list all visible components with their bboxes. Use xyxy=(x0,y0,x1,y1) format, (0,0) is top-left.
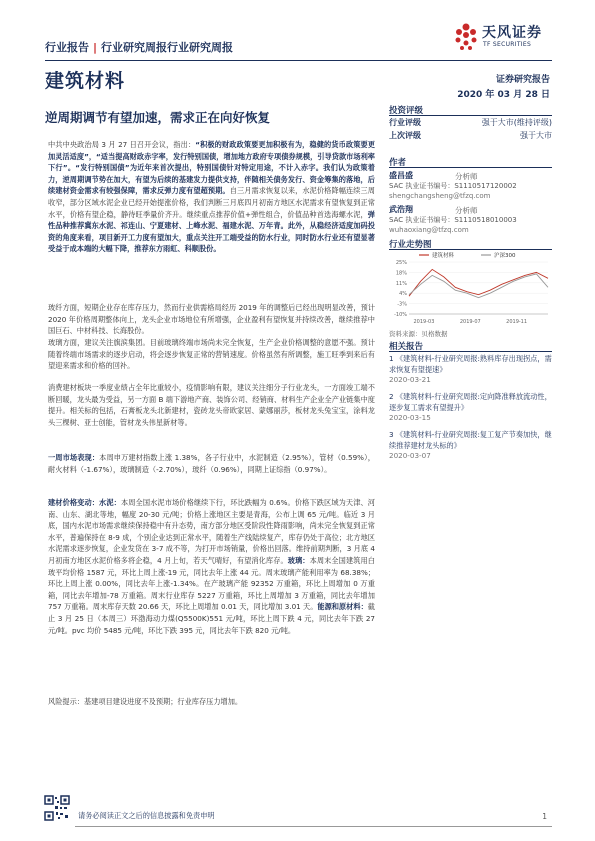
analyst-name: 武浩翔 xyxy=(389,205,413,214)
related-report-item[interactable] xyxy=(389,430,552,462)
risk-warning: 风险提示：基建项目建设进度不及预期；行业库存压力增加。 xyxy=(48,697,243,706)
price-change-label: 建材价格变动：水泥： xyxy=(48,498,121,507)
cement-text: 本周全国水泥市场价格继续下行，环比跌幅为 0.6%。价格下跌区域为天津、河南、山东、湖北等地，幅度 20-30 元/吨；价格上涨地区主要是青海，公布上调 65 元/吨。临近 3 月底，国内水泥市场需求继续保持稳中有升态势，南方部分地区受阶段性降雨影响，尚未完全恢复到正常水平，普遍保持在 8-9 成，个别企业达到正常水平，随着生产线陆续复产，库存仍处于高位；北方地区水泥需求逐步恢复，企业发货在 3-7 成不等，为打开市场销量，价格出回落。维持前期判断，3 月底 4 月初南方地区水泥价格多将企稳，4 月上旬，若天气晴好，有望消化库存。 xyxy=(48,498,375,565)
header-divider xyxy=(45,60,552,61)
industry-rating-value: 强于大市(维持评级) xyxy=(481,118,552,127)
related-report-date: 2020-03-21 xyxy=(389,375,431,384)
y-tick-label: 18% xyxy=(395,270,407,277)
related-report-title[interactable]: 3 《建筑材料-行业研究周报:复工复产节奏加快，继续推荐建材龙头标的》 xyxy=(389,430,552,450)
page-number: 1 xyxy=(542,812,547,821)
x-tick-label: 2019-11 xyxy=(506,319,528,325)
chart-source: 资料来源：贝格数据 xyxy=(389,330,448,338)
y-tick-label: 4% xyxy=(399,291,407,298)
y-tick-label: -3% xyxy=(397,301,407,308)
y-tick-label: 11% xyxy=(395,280,407,287)
prev-rating-label: 上次评级 xyxy=(389,131,421,140)
series-line-1 xyxy=(409,274,548,298)
x-tick-label: 2019-07 xyxy=(459,319,481,325)
analyst-email[interactable]: shengchangsheng@tfzq.com xyxy=(389,192,491,200)
analyst-cert: SAC 执业证书编号：S1110518010003 xyxy=(389,216,517,224)
related-report-title[interactable]: 2 《建筑材料-行业研究周报:定向降准释放流动性，逐步复工需求有望提升》 xyxy=(389,392,552,412)
market-performance-label: 一周市场表现： xyxy=(48,453,100,462)
footer-divider xyxy=(75,826,552,827)
glass-text: 本周末全国建筑用白玻平均价格 1587 元，环比上周上涨-19 元，同比去年上涨 44 元。周末玻璃产能利用率为 68.38%；环比上周上涨 0.00%，同比去年上涨-1.34%。在产玻璃产能 92352 万重箱，环比上周增加 0 万重箱，同比去年增加-78 万重箱。周末行业库存 5227 万重箱，环比上周增加 3 万重箱，同比去年增加 757 万重箱。周末库存天数 20.66 天，环比上周增加 0.01 天，同比增加 3.01 天。 xyxy=(48,555,375,612)
sidebar-divider xyxy=(389,115,552,116)
para1-bold: “积极的财政政策要更加积极有为，稳健的货币政策要更加灵活适度”，“适当提高财政赤字率，发行特别国债，增加地方政府专项债券规模，引导贷款市场利率下行”。“发行特别国债”为近年来首次提出，特别国债针对特定用途，不计入赤字。我们认为政策着力，逆周期调节势在加大，有望为后续的基建发力提供支持，伴随相关债务发行、资金筹集的落地，后续建材资金需求有较强保障，需求反弹力度有望超预期。 xyxy=(48,140,375,196)
related-report-date: 2020-03-07 xyxy=(389,451,431,460)
x-tick-label: 2019-03 xyxy=(413,319,435,325)
logo-text-en: TF SECURITIES xyxy=(483,41,532,48)
breadcrumb: 行业报告 | 行业研究周报行业研究周报 xyxy=(45,41,234,54)
para1-body: 自三月需求恢复以来，水泥价格降幅连续三周收窄，部分区域水泥企业已经开始提涨价格，我们判断三月底四月初南方地区水泥需求有望恢复到正常水平，价格有望企稳，静待旺季量价齐升。继续重点推荐价值+弹性组合，价值品种首选海螺水泥， xyxy=(48,186,375,219)
qr-code-icon xyxy=(44,795,70,821)
related-report-date: 2020-03-15 xyxy=(389,413,431,422)
summary-paragraph xyxy=(48,139,375,255)
market-performance-text: 本周申万建材指数上涨 1.38%，各子行业中，水泥制造（2.95%），管材（0.59%），耐火材料（-1.67%），玻璃制造（-2.70%），玻纤（0.96%），同期上证综指（0.97%）。 xyxy=(48,453,375,474)
energy-text: 截止 3 月 25 日（本周三）环渤海动力煤(Q5500K)551 元/吨，环比上周下跌 4 元，同比去年下跌 27 元/吨。pvc 均价 5485 元/吨，环比下跌 395 元，同比去年下跌 820 元/吨。 xyxy=(48,602,375,635)
legend-label: 沪深300 xyxy=(494,253,516,259)
page-title: 建筑材料 xyxy=(45,70,126,92)
legend-label: 建筑材料 xyxy=(432,253,455,259)
y-tick-label: 25% xyxy=(395,260,407,266)
industry-trend-chart xyxy=(389,250,552,326)
market-performance-paragraph xyxy=(48,452,375,475)
industry-rating-label: 行业评级 xyxy=(389,118,421,127)
related-report-title[interactable]: 1 《建筑材料-行业研究周报:熟料库存出现拐点，需求恢复有望提速》 xyxy=(389,354,552,374)
rating-title: 投资评级 xyxy=(389,106,424,116)
analyst-card xyxy=(389,205,552,235)
para1-recommend: 弹性品种推荐冀东水泥、祁连山、宁夏建材、上峰水泥、福建水泥、万年青。此外，从稳经济适度加码投资的角度来看，项目新开工力度有望加大，重点关注开工端受益的防水行业，同时防水行业还有望显著受益于成本端的大幅下降，推荐东方雨虹、科顺股份。 xyxy=(48,209,375,254)
report-date: 2020 年 03 月 28 日 xyxy=(457,90,550,100)
trend-chart-svg xyxy=(389,250,552,326)
footer-disclaimer[interactable]: 请务必阅读正文之后的信息披露和免责申明 xyxy=(78,811,215,820)
analyst-role: 分析师 xyxy=(455,172,478,181)
sidebar-divider xyxy=(389,351,552,352)
industry-rating-row xyxy=(389,117,552,128)
glass-label: 玻璃： xyxy=(287,555,310,565)
report-subtitle: 逆周期调节有望加速，需求正在向好恢复 xyxy=(45,110,271,125)
breadcrumb-item: 行业研究周报 xyxy=(101,41,168,54)
energy-label: 能源和原材料： xyxy=(317,602,368,612)
related-report-item[interactable] xyxy=(389,354,552,386)
analyst-name: 盛昌盛 xyxy=(389,171,413,180)
breadcrumb-item: 行业研究周报 xyxy=(167,41,234,54)
analyst-cert: SAC 执业证书编号：S1110517120002 xyxy=(389,182,517,190)
author-title: 作者 xyxy=(389,158,407,168)
report-type: 证券研究报告 xyxy=(495,75,550,85)
y-tick-label: -10% xyxy=(394,312,407,318)
analyst-email[interactable]: wuhaoxiang@tfzq.com xyxy=(389,226,469,234)
analyst-card xyxy=(389,171,552,201)
para1-lead: 中共中央政治局 3 月 27 日召开会议，指出： xyxy=(48,140,196,149)
related-report-item[interactable] xyxy=(389,392,552,424)
consumer-materials-paragraph: 消费建材板块一季度业绩占全年比重较小，疫情影响有限，建议关注细分子行业龙头，一方面竣工端不断回暖，龙头最为受益，另一方面 B 端下游地产商、装饰公司、经销商、材料生产企业全产业链集中度提升。相关标的包括，石膏板龙头北新建材，瓷砖龙头帝欧家居、蒙娜丽莎，板材龙头兔宝宝，涂料龙头三棵树、亚士创能，管材龙头伟星新材等。 xyxy=(48,383,375,427)
brand-logo xyxy=(452,20,562,56)
glass-paragraph: 玻璃方面，建议关注旗滨集团。目前玻璃终端市场尚未完全恢复，生产企业价格调整的意愿不强。预计随着终端市场需求的逐步启动，将会逐步恢复正常的营销速度。价格虽然有所调整，施工旺季到来后有望迎来需求和价格的回补。 xyxy=(48,338,375,371)
price-change-paragraph xyxy=(48,497,375,636)
breadcrumb-item: 行业报告 xyxy=(45,41,89,54)
logo-text-cn: 天风证券 xyxy=(482,25,542,41)
prev-rating-row xyxy=(389,130,552,141)
sidebar-divider xyxy=(389,167,552,168)
related-title: 相关报告 xyxy=(389,342,424,352)
analyst-role: 分析师 xyxy=(455,206,478,215)
logo-mark-icon xyxy=(452,22,480,52)
fiberglass-paragraph: 玻纤方面，短期企业存在库存压力，然而行业供需格局经历 2019 年的调整后已经出现明显改善，预计 2020 年价格周期整体向上，龙头企业市场地位有所增强，企业盈利有望恢复并持续改善，继续推荐中国巨石、中材科技、长海股份。 xyxy=(48,303,375,336)
prev-rating-value: 强于大市 xyxy=(520,131,552,140)
trend-title: 行业走势图 xyxy=(389,240,432,250)
